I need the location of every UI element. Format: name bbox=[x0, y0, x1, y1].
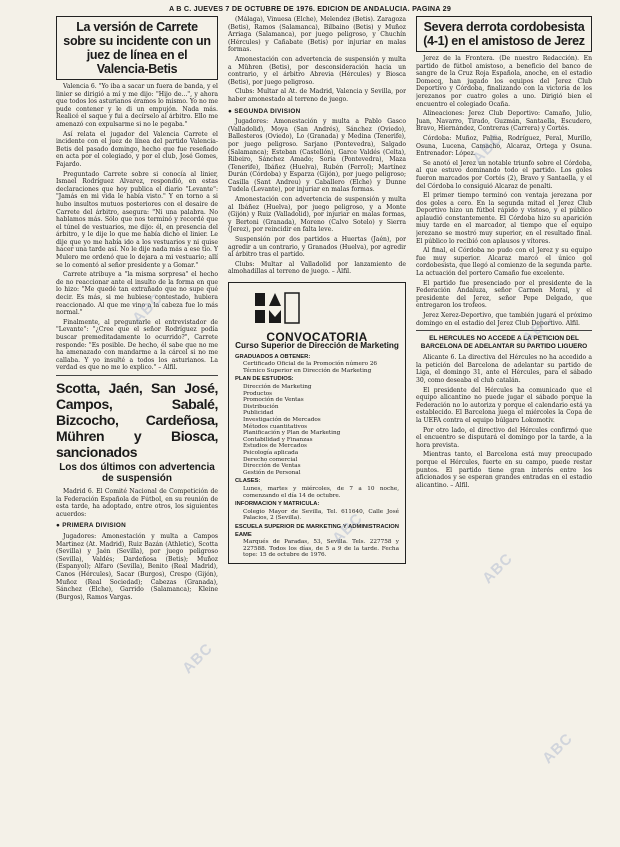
paragraph: Jerez de la Frontera. (De nuestro Redacción). En partido de fútbol amistoso, a beneficio del banco de sangre de la Cruz Roja Española, anoche, en el estadio Domecq, han jugado los equipos del Jerez Club Deportivo y Córdoba, finalizando con la victoria de los jerezanos por cuatro goles a uno. Dirigió bien el encuentro el colegiado Ocaña. bbox=[416, 55, 592, 108]
abc-watermark: ABC bbox=[469, 129, 507, 168]
paragraph: Al final, el Córdoba no pudo con el Jerez y su equipo fue muy superior. Alcaraz marcó el único gol cordobesista, que llegó al comienzo de la segunda parte. La actuación del portero Camaño fue excelente. bbox=[416, 247, 592, 278]
paragraph: Amonestación con advertencia de suspensión y multa al Ibáñez (Huelva), por juego peligroso, y a Monte (Gijón) y Ruiz (Valladolid), por injuriar en malas formas, y Bertoni (Granada), Moreno (Calvo Sotelo) y Sierra (Jerez), por reincidir en falta leve. bbox=[228, 196, 406, 234]
column-middle bbox=[228, 16, 406, 569]
divider bbox=[416, 330, 592, 331]
advert-graduate-item: Certificado Oficial de la Promoción número 26 bbox=[243, 361, 378, 368]
abc-watermark: ABC bbox=[129, 289, 167, 328]
paragraph: Amonestación con advertencia de suspensión y multa a Mühren (Betis), por desconsideración hacia un contrario, y el árbitro Abrevia (Hércules) y Biosca (Betis), por juego peligroso. bbox=[228, 55, 406, 86]
paragraph: Jerez Xerez-Deportivo, que también jugará el próximo domingo en el estadio del Jerez Club Deportivo. Alfil. bbox=[416, 312, 592, 327]
carrete-headline: La versión de Carrete sobre su incidente con un juez de línea en el Valencia-Betis bbox=[63, 20, 211, 76]
page-header: A B C. JUEVES 7 DE OCTUBRE DE 1976. EDICION DE ANDALUCIA. PAGINA 29 bbox=[168, 4, 452, 13]
advert-plan-heading: PLAN DE ESTUDIOS: bbox=[235, 376, 294, 383]
abc-watermark: ABC bbox=[519, 309, 557, 348]
paragraph: (Málaga), Vinuesa (Elche), Melendez (Betis). Zaragoza (Betis), Ramos (Salamanca), Bilbaino (Betis) y Muñoz Arriaga (Salamanca), por juego peligroso, y Chuchín (Hércules) y Cañabate (Betis) por injuriar en malas formas. bbox=[228, 16, 406, 54]
advert-graduate-item: Técnico Superior en Dirección de Marketing bbox=[243, 367, 372, 374]
paragraph: El presidente del Hércules ha comunicado que el equipo alicantino no puede jugar el sábado porque la Federación no lo autoriza y porque el calendario está ya establecido. El Barcelona juega el miércoles la Copa de la UEFA contra el equipo búlgaro Lokomotiv. bbox=[416, 386, 592, 424]
advert-info-heading: INFORMACION Y MATRICULA: bbox=[235, 501, 320, 508]
abc-watermark: ABC bbox=[479, 549, 517, 588]
sanctions-headline: Scotta, Jaén, San José, Campos, Sabalé, Bizcocho, Cardeñosa, Mühren y Biosca, sancionados bbox=[56, 379, 218, 460]
paragraph: Mientras tanto, el Barcelona está muy preocupado porque el Hércules, fuerte en su campo, puede restar puntos. El partido tiene gran interés entre los aficionados y se esperan grandes entradas en el estadio alicantino. – Alfil. bbox=[416, 451, 592, 489]
abc-watermark: ABC bbox=[539, 729, 577, 768]
paragraph: Alineaciones: Jerez Club Deportivo: Camaño, Julio, Juan, Navarro, Tirado, Guzmán, Santaella, Escudero, Bravo, Hiernández, Contreras (Carrera) y Cortés. bbox=[416, 110, 592, 133]
advert-plan-item: Derecho comercial bbox=[243, 456, 298, 463]
divider bbox=[56, 375, 218, 376]
paragraph: Valencia 6. "Yo iba a sacar un fuera de banda, y el linier se dirigió a mí y me dijo: "Hijo de...", y ahora que todos los asturianos éramos lo mismo. Yo no me pude contener y le di un empujón. Nada más. Realicé el saque y fui a decírselo al árbitro. Ello me amenazó con expulsarme si no le pegaba." bbox=[56, 83, 218, 128]
section-primera-division: ● PRIMERA DIVISION bbox=[56, 522, 127, 530]
paragraph: Clubs: Multar al Valladolid por lanzamiento de almohadillas al terreno de juego. – Alfil. bbox=[228, 260, 406, 276]
marketing-course-advert bbox=[228, 282, 406, 564]
advert-plan-item: Planificación y Plan de Marketing bbox=[243, 430, 341, 437]
advert-info-text: Colegio Mayor de Sevilla, Tel. 611640, Calle José Palacios, 2 (Sevilla). bbox=[243, 508, 399, 522]
advert-plan-item: Promoción de Ventas bbox=[243, 397, 304, 404]
paragraph: Se anotó el Jerez un notable triunfo sobre el Córdoba, al que estuvo dominando todo el partido. Los goles fueron marcados por Cortés (2), Bravo y Santaella, y el del Córdoba lo consiguió Alcaraz de penalti. bbox=[416, 159, 592, 190]
advert-title: CONVOCATORIA bbox=[266, 329, 368, 344]
advert-school-name: ESCUELA SUPERIOR DE MARKETING Y ADMINISTRACION EAME bbox=[235, 523, 399, 538]
abc-watermark: ABC bbox=[329, 509, 367, 548]
advert-plan-item: Psicología aplicada bbox=[243, 450, 299, 456]
advert-plan-item: Dirección de Marketing bbox=[243, 384, 312, 391]
advert-subtitle: Curso Superior de Dirección de Marketing bbox=[235, 341, 399, 351]
advert-plan-item: Distribución bbox=[243, 403, 279, 410]
advert-plan-item: Investigación de Mercados bbox=[243, 417, 321, 424]
eame-logo bbox=[253, 291, 313, 325]
paragraph: Carrete atribuye a "la misma sorpresa" el hecho de no reaccionar ante el insulto de la forma en que lo hizo: "Me quedé tan extrañado que no supe qué decir. Es más, si me hubiese contestado, hubiera reaccionado. Al que me vino a la cabeza fue lo más normal." bbox=[56, 271, 218, 317]
paragraph: Alicante 6. La directiva del Hércules no ha accedido a la petición del Barcelona de adelantar su partido de Liga, el domingo 31, ante el Hércules, para el sábado 30, como deseaba el club catalán. bbox=[416, 354, 592, 384]
paragraph: Suspensión por dos partidos a Huertas (Jaén), por agredir a un contrario, y Granados (Huelva), por agredir al árbitro tras el partido. bbox=[228, 236, 406, 259]
paragraph: Preguntado Carrete sobre si conocía al linier, Ismael Rodríguez Alvarez, respondió, en estas declaraciones que hoy publica el diario "Levante": "Jamás en mi vida le había visto." Y en torno a si hubo insultos mutuos posteriores con el desaire de Carrete del árbitro, asegura: "Ni una palabra. No hablamos más. Sólo que nos terminó y recordé que el túnel de vestuarios, me dijo: él, en presencia del árbitro, y le dije lo que me había dicho el linier. Le dije que yo me había ido a los vestuarios y ni quise hacer una tarde así. No le dije nada más a ese tío. Y Mulero me ordenó que lo dejara a mi vestuario; allí se lo comentó al señor presidente y a Gomar." bbox=[56, 170, 218, 269]
advert-plan-item: Productos bbox=[243, 390, 273, 397]
column-right bbox=[416, 16, 592, 491]
advert-classes-heading: CLASES: bbox=[235, 478, 261, 485]
cordoba-headline: Severa derrota cordobesista (4-1) en el amistoso de Jerez bbox=[423, 20, 585, 48]
abc-watermark: ABC bbox=[179, 639, 217, 678]
advert-plan-item: Contabilidad y Finanzas bbox=[243, 436, 313, 443]
section-segunda-division: ● SEGUNDA DIVISION bbox=[228, 107, 301, 115]
advert-plan-list bbox=[235, 384, 399, 476]
sanctions-subheadline: Los dos últimos con advertencia de suspensión bbox=[59, 461, 215, 484]
hercules-headline: EL HERCULES NO ACCEDE A LA PETICION DEL BARCELONA DE ADELANTAR SU PARTIDO LIGUERO bbox=[420, 335, 588, 351]
advert-plan-item: Publicidad bbox=[243, 410, 274, 417]
paragraph: El partido fue presenciado por el presidente de la Federación Andaluza, señor Carmen Moral, y el presidente del Jerez, señor Pepe Delgado, que entregaron los trofeos. bbox=[416, 279, 592, 310]
paragraph: Jugadores: Amonestación y multa a Campos Martinez (At. Madrid), Ruiz Bazán (Athletic), Scotta (Sevilla) y Jaén (Sevilla), por juego peligroso (Sevilla), Valdés; Dardeñosa (Betis); Muñoz (Espanyol); Alfaro (Sevilla), Benito (Real Madrid), Canos (Hércules), Sacar (Burgos), Crespo (Gijón), Muñoz (Real Sociedad); Cabezas (Granada), Sánchez (Elche), Garrido (Salamanca); Kleine (Burgos), Ramos Vargas. bbox=[56, 532, 218, 601]
paragraph: Así relata el jugador del Valencia Carrete el incidente con el juez de línea del partido Valencia-Betis del pasado domingo, hecho que fue reseñado en acta por el colegiado, y por el club, José Gomes, Fajardo. bbox=[56, 130, 218, 168]
paragraph: Jugadores: Amonestación y multa a Pablo Gasco (Valladolid), Moya (San Andrés), Sánchez (Oviedo), Ballesteros (Oviedo), Lo (Granada) y Medina (Tenerife), por juego peligroso. Sarjano (Pontevedra), Salgado (Salamanca); Esteban (Castellón), Garce Valdés (Celta), Ribeiro, Sánchez Amado; Soria (Pontevedra), Maza (Tenerife), Ibáñez (Huelva), Rubén (Ferrol); Martínez Durán (Córdoba) y Esparza (Gijón), por juego peligroso; Casilla (Sant Andreu) y Caballero (Elche) y Dunne Tudela (Levante), por injuriar en malas formas. bbox=[228, 118, 406, 194]
advert-plan-item: Dirección de Ventas bbox=[243, 463, 301, 470]
cordoba-headline-box bbox=[416, 16, 592, 52]
advert-plan-item: Métodos cuantitativos bbox=[243, 423, 308, 430]
paragraph: Clubs: Multar al At. de Madrid, Valencia y Sevilla, por haber amonestado al terreno de juego. bbox=[228, 88, 406, 103]
paragraph: Madrid 6. El Comité Nacional de Competición de la Federación Española de Fútbol, en su reunión de esta tarde, ha adoptado, entre otros, los siguientes acuerdos: bbox=[56, 487, 218, 518]
advert-school-address: Marqués de Paradas, 53, Sevilla. Tels. 227758 y 227588. Todos los días, de 5 a 9 de la tarde. Fecha tope: 15 de octubre de 1976. bbox=[243, 539, 399, 559]
paragraph: El primer tiempo terminó con ventaja jerezana por dos goles a cero. En la segunda mitad el Jerez Club Deportivo hizo un fútbol rápido y vistoso, y el público aplaudió constantemente. El Córdoba hizo su aparición muy tarde en el marcador, al tiempo que el equipo jerezano se mostró muy superior, en el resultado final. El público lo recibió con aplausos y vítores. bbox=[416, 192, 592, 245]
advert-plan-item: Gestión de Personal bbox=[243, 469, 301, 476]
paragraph: Córdoba: Muñoz, Palma, Rodríguez, Peral, Murillo, Osuna, Lucena, Camacho, Alcaraz, Ortega y Osuna. Entrenador: López. bbox=[416, 134, 592, 158]
advert-plan-item: Estudios de Mercados bbox=[243, 443, 307, 450]
advert-graduates-heading: GRADUADOS A OBTENER: bbox=[235, 353, 311, 360]
advert-classes-text: Lunes, martes y miércoles, de 7 a 10 noche, comenzando el día 14 de octubre. bbox=[243, 485, 399, 499]
carrete-headline-box bbox=[56, 16, 218, 80]
paragraph: Finalmente, al preguntarle el entrevistador de "Levante": "¿Cree que el señor Rodríguez podía buscar premeditadamente lo ocurrido?", Carrete responde: "Es posible. De hecho, él sabe que no me ha amenazado con mandarme a la cárcel si no me callaba. Y yo insulté a todos los asturianos. La verdad es que no me lo explico." – Alfil. bbox=[56, 318, 218, 372]
paragraph: Por otro lado, el directivo del Hércules confirmó que el encuentro se disputará el domingo por la tarde, a la hora prevista. bbox=[416, 426, 592, 449]
